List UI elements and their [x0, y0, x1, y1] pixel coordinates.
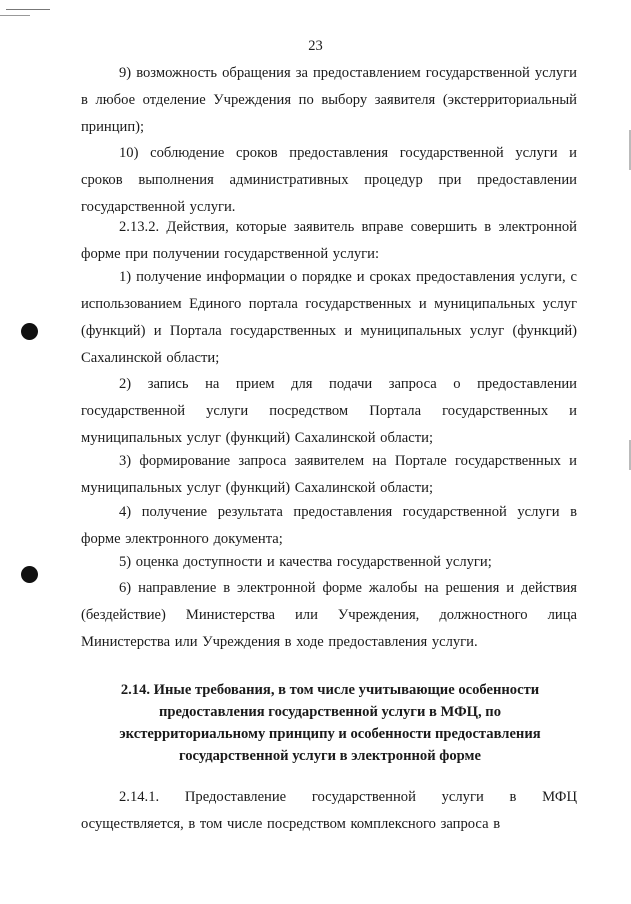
- paragraph-action-2: 2) запись на прием для подачи запроса о предоставлении государственной услуги посредством Портала государственных и муниципальных услуг (функций) Сахалинской области;: [81, 376, 577, 446]
- paragraph-item-9: 9) возможность обращения за предоставлением государственной услуги в любое отделение Учреждения по выбору заявителя (экстерриториальный принцип);: [81, 65, 577, 135]
- scan-artifact-line: [6, 9, 50, 10]
- paragraph-action-3: 3) формирование запроса заявителем на Портале государственных и муниципальных услуг (функций) Сахалинской области;: [81, 453, 577, 496]
- section-heading-2-14: 2.14. Иные требования, в том числе учитывающие особенности предоставления государственной услуги в МФЦ, по экстерриториальному принципу и особенности предоставления государственной услуги в электронной форме: [119, 682, 541, 764]
- paragraph-2-14-1: 2.14.1. Предоставление государственной услуги в МФЦ осуществляется, в том числе посредством комплексного запроса в: [81, 789, 577, 832]
- scan-artifact-line: [0, 15, 30, 16]
- punch-hole-mark: [21, 323, 38, 340]
- paragraph-action-4: 4) получение результата предоставления государственной услуги в форме электронного документа;: [81, 504, 577, 547]
- paragraph-2-13-2: 2.13.2. Действия, которые заявитель вправе совершить в электронной форме при получении государственной услуги:: [81, 219, 577, 262]
- paragraph-action-5: 5) оценка доступности и качества государственной услуги;: [119, 554, 492, 570]
- paragraph-action-6: 6) направление в электронной форме жалобы на решения и действия (бездействие) Министерства или Учреждения, должностного лица Министерства или Учреждения в ходе предоставления услуги.: [81, 580, 577, 650]
- paragraph-item-10: 10) соблюдение сроков предоставления государственной услуги и сроков выполнения административных процедур при предоставлении государственной услуги.: [81, 145, 577, 215]
- paragraph-action-1: 1) получение информации о порядке и сроках предоставления услуги, с использованием Единого портала государственных и муниципальных услуг (функций) и Портала государственных и муниципальных услуг (функций) Сахалинской области;: [81, 269, 577, 366]
- page-number: 23: [308, 38, 323, 54]
- punch-hole-mark: [21, 566, 38, 583]
